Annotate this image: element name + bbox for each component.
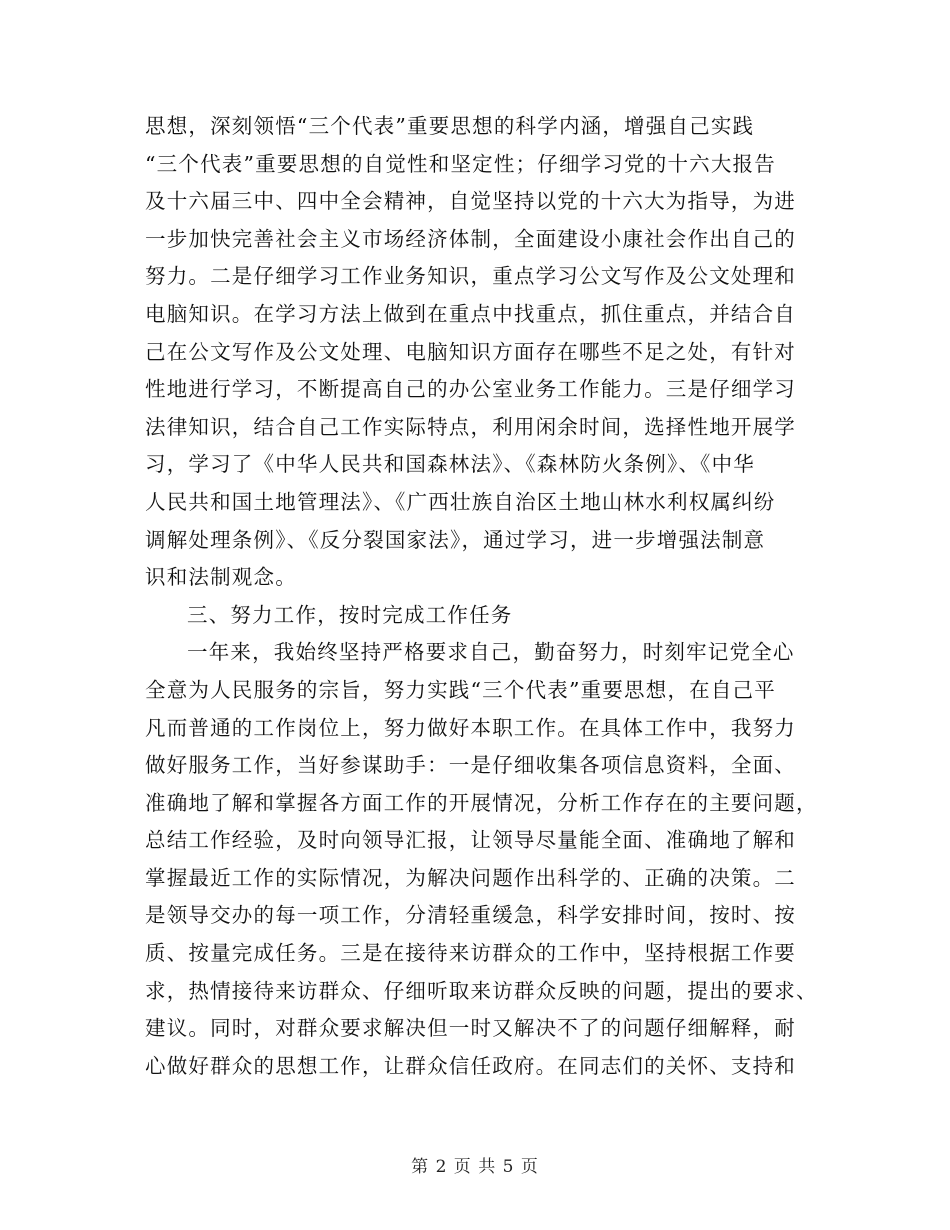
text-line: 一步加快完善社会主义市场经济体制，全面建设小康社会作出自己的 bbox=[145, 226, 796, 251]
text-line: 心做好群众的思想工作，让群众信任政府。在同志们的关怀、支持和 bbox=[145, 1053, 796, 1078]
text-line: 性地进行学习，不断提高自己的办公室业务工作能力。三是仔细学习 bbox=[145, 377, 796, 402]
text-line: 总结工作经验，及时向领导汇报，让领导尽量能全面、准确地了解和 bbox=[145, 828, 796, 853]
text-line: 凡而普通的工作岗位上，努力做好本职工作。在具体工作中，我努力 bbox=[145, 715, 796, 740]
text-line: 全意为人民服务的宗旨，努力实践“三个代表”重要思想，在自己平 bbox=[145, 677, 776, 702]
text-line: 准确地了解和掌握各方面工作的开展情况，分析工作存在的主要问题， bbox=[145, 790, 818, 815]
text-line: 掌握最近工作的实际情况，为解决问题作出科学的、正确的决策。二 bbox=[145, 865, 796, 890]
paragraph-first-line: 一年来，我始终坚持严格要求自己，勤奋努力，时刻牢记党全心 bbox=[187, 640, 795, 665]
text-line: 调解处理条例》、《反分裂国家法》，通过学习，进一步增强法制意 bbox=[145, 527, 766, 552]
text-line: 思想，深刻领悟“三个代表”重要思想的科学内涵，增强自己实践 bbox=[145, 114, 755, 138]
body-text bbox=[145, 108, 818, 1085]
text-line: 人民共和国土地管理法》、《广西壮族自治区土地山林水利权属纠纷 bbox=[145, 489, 776, 514]
text-line: 习，学习了《中华人民共和国森林法》、《森林防火条例》、《中华 bbox=[145, 452, 755, 477]
text-line: 求，热情接待来访群众、仔细听取来访群众反映的问题，提出的要求、 bbox=[145, 978, 818, 1003]
page-number-footer: 第 2 页 共 5 页 bbox=[411, 1157, 539, 1177]
text-line: 及十六届三中、四中全会精神，自觉坚持以党的十六大为指导，为进 bbox=[145, 189, 796, 214]
text-line: 识和法制观念。 bbox=[145, 565, 297, 590]
text-line: 法律知识，结合自己工作实际特点，利用闲余时间，选择性地开展学 bbox=[145, 414, 796, 439]
text-line: 努力。二是仔细学习工作业务知识，重点学习公文写作及公文处理和 bbox=[145, 264, 796, 289]
text-line: 做好服务工作，当好参谋助手：一是仔细收集各项信息资料，全面、 bbox=[145, 753, 796, 778]
text-line: 己在公文写作及公文处理、电脑知识方面存在哪些不足之处，有针对 bbox=[145, 339, 796, 364]
text-line: 质、按量完成任务。三是在接待来访群众的工作中，坚持根据工作要 bbox=[145, 941, 796, 966]
section-heading: 三、努力工作，按时完成工作任务 bbox=[187, 602, 513, 627]
text-line: 建议。同时，对群众要求解决但一时又解决不了的问题仔细解释，耐 bbox=[145, 1016, 796, 1041]
text-line: 电脑知识。在学习方法上做到在重点中找重点，抓住重点，并结合自 bbox=[145, 301, 796, 326]
text-line: 是领导交办的每一项工作，分清轻重缓急，科学安排时间，按时、按 bbox=[145, 903, 796, 928]
text-line: “三个代表”重要思想的自觉性和坚定性；仔细学习党的十六大报告 bbox=[145, 151, 776, 176]
